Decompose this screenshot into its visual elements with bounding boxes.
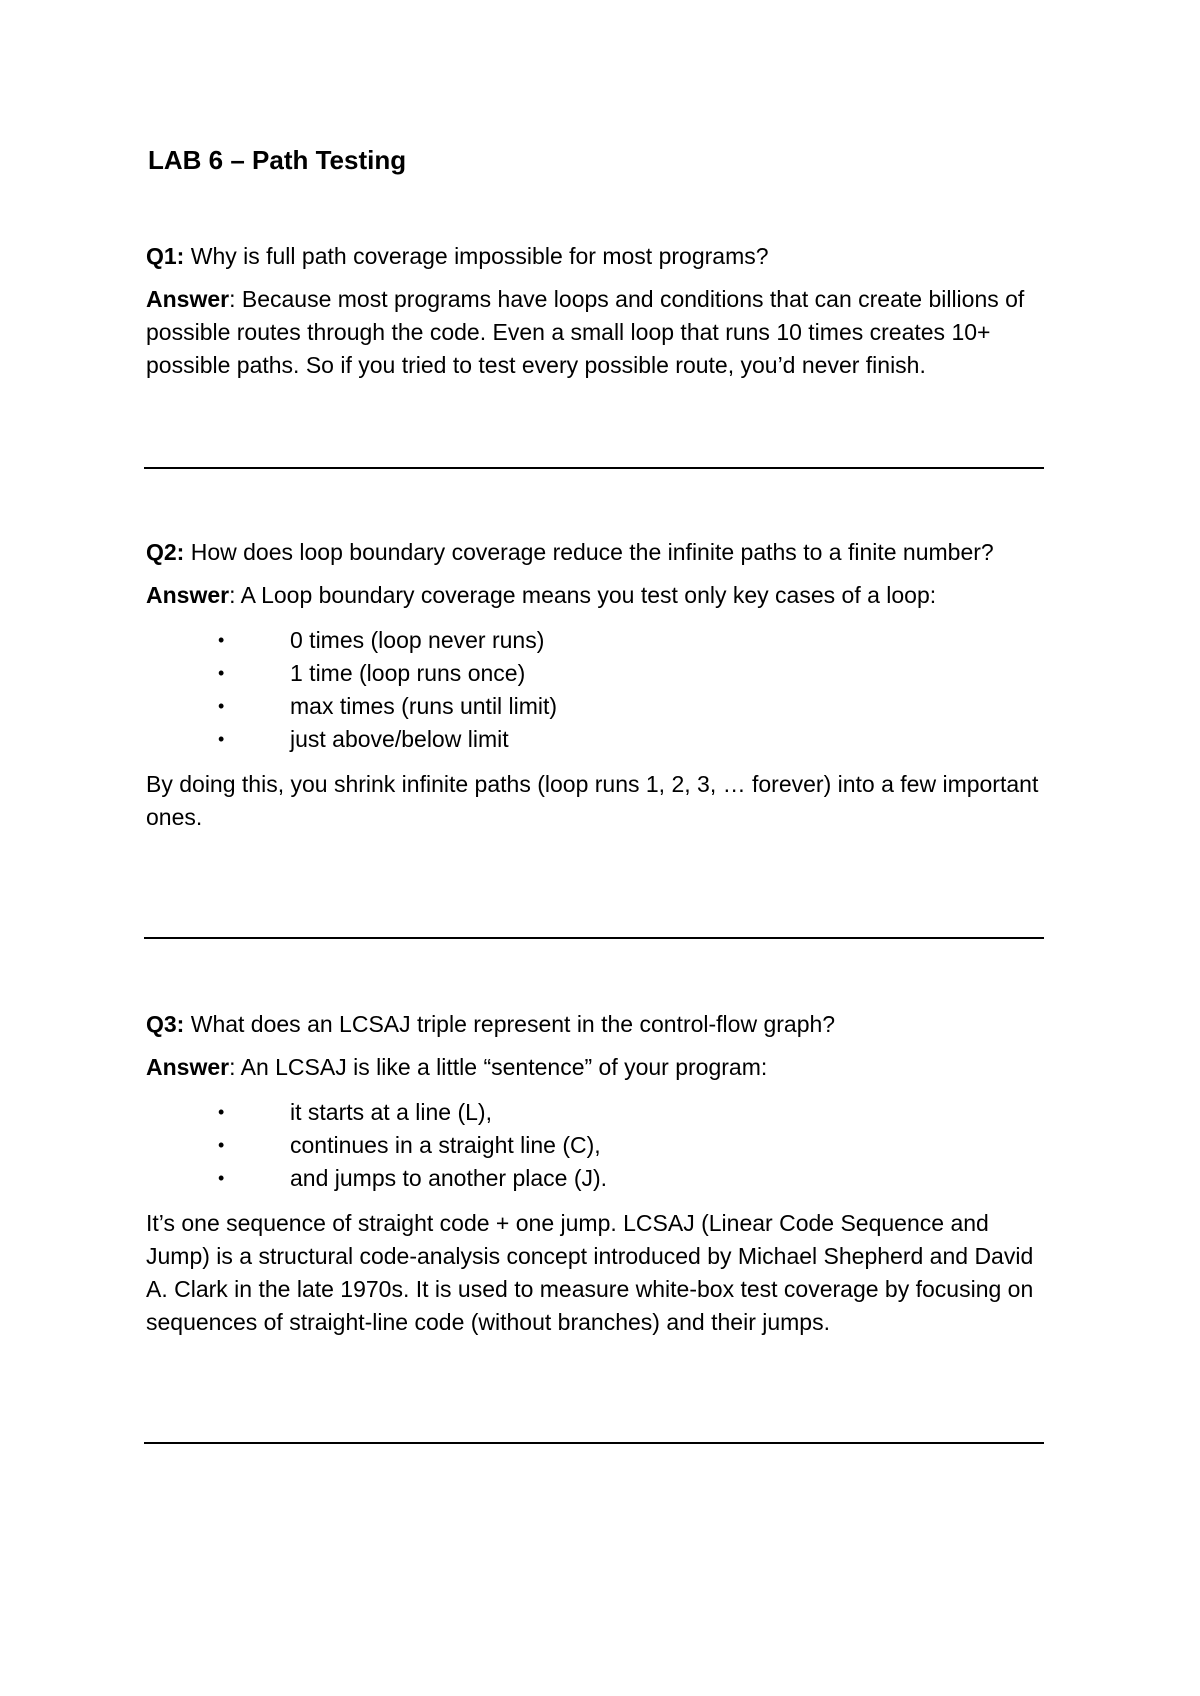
question-3-label: Q3:	[146, 1011, 185, 1037]
section-divider-2	[144, 937, 1044, 939]
section-divider-3	[144, 1442, 1044, 1444]
question-2-text: How does loop boundary coverage reduce the infinite paths to a finite number?	[184, 539, 994, 565]
answer-2-closing: By doing this, you shrink infinite paths (loop runs 1, 2, 3, … forever) into a few important ones.	[146, 771, 1039, 830]
list-item: • max times (runs until limit)	[146, 690, 1046, 723]
list-item: • 0 times (loop never runs)	[146, 624, 1046, 657]
page-title: LAB 6 – Path Testing	[148, 145, 407, 175]
list-item: • and jumps to another place (J).	[146, 1162, 1046, 1195]
question-2-label: Q2:	[146, 539, 185, 565]
list-item: • continues in a straight line (C),	[146, 1129, 1046, 1162]
answer-1	[146, 283, 1046, 382]
list-item: • 1 time (loop runs once)	[146, 657, 1046, 690]
bullet-icon: •	[218, 1102, 225, 1122]
question-1	[146, 240, 1046, 273]
answer-3-bullet-list	[146, 1096, 1046, 1195]
question-2	[146, 536, 1046, 569]
question-2-section	[146, 536, 1046, 834]
question-3-section	[146, 1008, 1046, 1339]
bullet-icon: •	[218, 729, 225, 749]
list-item: • it starts at a line (L),	[146, 1096, 1046, 1129]
answer-2	[146, 579, 1046, 612]
answer-3-text: : An LCSAJ is like a little “sentence” of your program:	[229, 1054, 768, 1080]
question-1-label: Q1:	[146, 243, 185, 269]
bullet-icon: •	[218, 696, 225, 716]
bullet-icon: •	[218, 663, 225, 683]
bullet-icon: •	[218, 630, 225, 650]
answer-1-label: Answer	[146, 286, 230, 312]
list-item: • just above/below limit	[146, 723, 1046, 756]
question-3	[146, 1008, 1046, 1041]
answer-1-text: : Because most programs have loops and conditions that can create billions of possible routes through the code. Even a small loop that runs 10 times creates 10+ possible paths. So if you tried to test every possible route, you’d never finish.	[146, 286, 1025, 378]
question-1-section	[146, 240, 1046, 382]
bullet-icon: •	[218, 1168, 225, 1188]
question-3-text: What does an LCSAJ triple represent in the control-flow graph?	[184, 1011, 836, 1037]
question-1-text: Why is full path coverage impossible for most programs?	[184, 243, 769, 269]
answer-3	[146, 1051, 1046, 1084]
bullet-icon: •	[218, 1135, 225, 1155]
section-divider-1	[144, 467, 1044, 469]
answer-3-label: Answer	[146, 1054, 230, 1080]
answer-2-bullet-list	[146, 624, 1046, 756]
answer-2-text: : A Loop boundary coverage means you test only key cases of a loop:	[229, 582, 937, 608]
answer-2-label: Answer	[146, 582, 230, 608]
answer-3-closing: It’s one sequence of straight code + one jump. LCSAJ (Linear Code Sequence and Jump) is a structural code-analysis concept introduced by Michael Shepherd and David A. Clark in the late 1970s. It is used to measure white-box test coverage by focusing on sequences of straight-line code (without branches) and their jumps.	[146, 1210, 1034, 1335]
